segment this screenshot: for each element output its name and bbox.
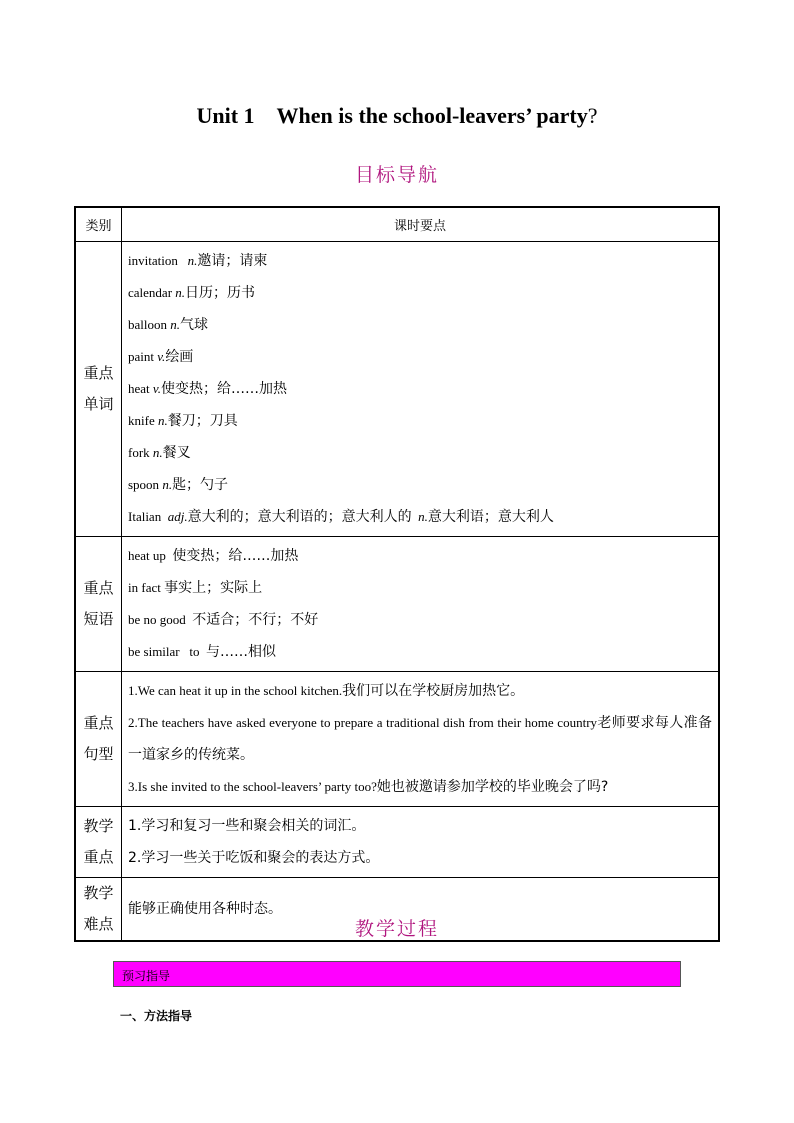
phrase-item xyxy=(128,572,712,604)
sentence-item xyxy=(128,707,712,771)
word-en: heat xyxy=(128,381,150,396)
word-pos: n. xyxy=(162,477,173,492)
word-zh: 餐刀；刀具 xyxy=(167,413,238,429)
phrase-zh: 不适合；不行；不好 xyxy=(192,612,319,628)
unit-label: Unit 1 xyxy=(196,103,255,128)
word-item xyxy=(128,373,712,405)
word-zh: 绘画 xyxy=(165,349,194,365)
phrase-en: in fact xyxy=(128,580,161,595)
focus-list xyxy=(122,807,720,878)
focus-text: 1.学习和复习一些和聚会相关的词汇。 xyxy=(128,818,366,834)
phrase-zh: 与……相似 xyxy=(206,644,276,660)
page-title xyxy=(0,103,794,129)
word-zh: 意大利的；意大利语的；意大利人的 xyxy=(187,509,412,525)
word-item xyxy=(128,501,712,533)
method-guide-heading: 一、方法指导 xyxy=(120,1009,193,1023)
word-pos: n. xyxy=(187,253,198,268)
category-sentences xyxy=(75,672,122,807)
difficulty-text: 能够正确使用各种时态。 xyxy=(128,901,282,917)
word-en: invitation xyxy=(128,253,178,268)
lesson-points-table xyxy=(74,206,720,942)
category-line: 重点 xyxy=(83,579,114,597)
word-en: spoon xyxy=(128,477,160,492)
word-pos: n. xyxy=(157,413,168,428)
header-points: 课时要点 xyxy=(122,207,720,242)
sentences-list xyxy=(122,672,720,807)
word-en: balloon xyxy=(128,317,167,332)
word-pos: n. xyxy=(170,317,180,332)
category-line: 重点 xyxy=(83,714,114,732)
word-item xyxy=(128,437,712,469)
word-pos: n. xyxy=(152,445,163,460)
sentence-zh: 老师要求每人准备一道家乡的传统菜。 xyxy=(128,715,712,763)
phrase-zh: 事实上；实际上 xyxy=(164,580,263,596)
preview-guide-label: 预习指导 xyxy=(122,969,171,983)
table-row-teaching-focus xyxy=(75,807,719,878)
focus-item xyxy=(128,810,712,842)
header-category: 类别 xyxy=(75,207,122,242)
sentence-item xyxy=(128,771,712,803)
category-words xyxy=(75,242,122,537)
sentence-en: 3.Is she invited to the school-leavers’ party too? xyxy=(128,779,377,794)
category-line: 教学 xyxy=(83,884,114,902)
category-line: 短语 xyxy=(83,610,114,628)
word-en: fork xyxy=(128,445,150,460)
word-en: knife xyxy=(128,413,155,428)
word-zh: 气球 xyxy=(180,317,208,333)
word-zh: 匙；勺子 xyxy=(172,477,229,493)
word-pos: v. xyxy=(157,349,166,364)
phrase-en: heat up xyxy=(128,548,166,563)
word-zh: 日历；历书 xyxy=(185,285,256,301)
table-row-phrases xyxy=(75,537,719,672)
phrase-item xyxy=(128,604,712,636)
preview-guide-bar xyxy=(113,961,681,987)
word-pos: adj. xyxy=(167,509,188,524)
section-heading-goals: 目标导航 xyxy=(354,164,439,186)
word-zh: 餐叉 xyxy=(162,445,191,461)
sentence-item xyxy=(128,675,712,707)
phrase-item xyxy=(128,540,712,572)
sentence-en: 2.The teachers have asked everyone to prepare a traditional dish from their home country xyxy=(128,715,598,730)
word-zh: 邀请；请柬 xyxy=(197,253,268,269)
category-line: 难点 xyxy=(83,915,114,933)
word-item xyxy=(128,405,712,437)
phrase-item xyxy=(128,636,712,668)
category-line: 句型 xyxy=(83,745,114,763)
category-teaching-focus xyxy=(75,807,122,878)
word-en: calendar xyxy=(128,285,173,300)
section-heading-process: 教学过程 xyxy=(354,918,439,940)
word-zh: 意大利语；意大利人 xyxy=(427,509,554,525)
table-header-row xyxy=(75,207,719,242)
words-list xyxy=(122,242,720,537)
category-line: 单词 xyxy=(83,395,114,413)
word-item xyxy=(128,245,712,277)
focus-item xyxy=(128,842,712,874)
word-pos: v. xyxy=(152,381,161,396)
phrase-en: be no good xyxy=(128,612,186,627)
word-item xyxy=(128,341,712,373)
word-pos: n. xyxy=(418,509,428,524)
category-line: 教学 xyxy=(83,817,114,835)
category-line: 重点 xyxy=(83,364,114,382)
category-phrases xyxy=(75,537,122,672)
sentence-en: 1.We can heat it up in the school kitchen. xyxy=(128,683,343,698)
category-line: 重点 xyxy=(83,848,114,866)
word-item xyxy=(128,277,712,309)
table-row-sentences xyxy=(75,672,719,807)
word-en: Italian xyxy=(128,509,162,524)
word-item xyxy=(128,309,712,341)
unit-title: When is the school-leavers’ party xyxy=(276,103,588,128)
sentence-zh: 她也被邀请参加学校的毕业晚会了吗? xyxy=(376,779,609,795)
phrases-list xyxy=(122,537,720,672)
word-en: paint xyxy=(128,349,154,364)
table-row-words xyxy=(75,242,719,537)
phrase-zh: 使变热；给……加热 xyxy=(172,548,299,564)
sentence-zh: 我们可以在学校厨房加热它。 xyxy=(342,683,525,699)
word-pos: n. xyxy=(175,285,186,300)
focus-text: 2.学习一些关于吃饭和聚会的表达方式。 xyxy=(128,850,380,866)
word-zh: 使变热；给……加热 xyxy=(160,381,287,397)
phrase-en: be similar to xyxy=(128,644,200,659)
title-question-mark: ? xyxy=(587,103,598,128)
word-item xyxy=(128,469,712,501)
